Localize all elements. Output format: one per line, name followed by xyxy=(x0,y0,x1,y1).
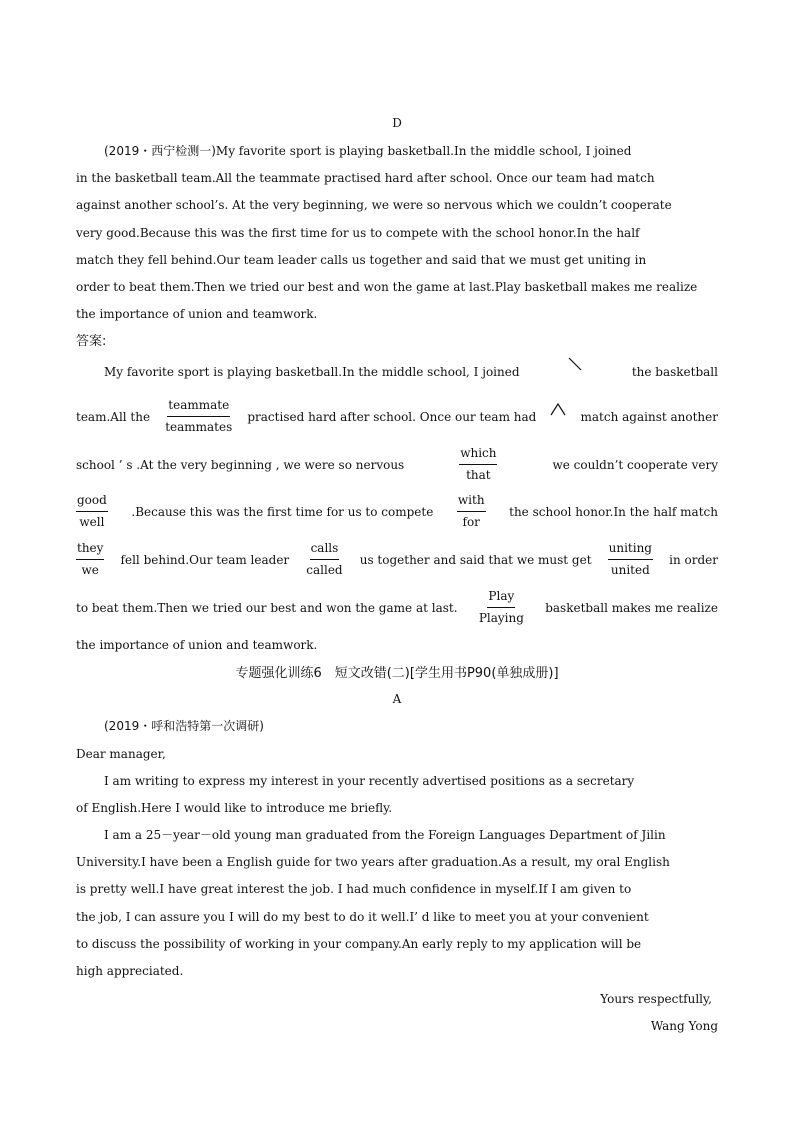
answer-label: 答案: xyxy=(76,334,107,349)
letter-line-3: I am a 25－year－old young man graduated from the Foreign Languages Department of Jilin xyxy=(104,828,666,842)
passage-line-1 xyxy=(76,142,718,160)
letter-line-1: I am writing to express my interest in your recently advertised positions as a secretary xyxy=(104,774,635,788)
correction-play: Play Playing xyxy=(478,589,524,625)
passage-line-6: order to beat them.Then we tried our best and won the game at last.Play basketball makes me realize xyxy=(76,280,698,294)
letter-signature: Wang Yong xyxy=(650,1019,718,1033)
answer-line-1 xyxy=(76,362,718,382)
answer-text: fell behind.Our team leader xyxy=(120,552,290,567)
answer-text: to beat them.Then we tried our best and won the game at last. xyxy=(76,600,458,615)
letter-line-2: of English.Here I would like to introduce me briefly. xyxy=(76,801,393,815)
correction-calls: calls called xyxy=(306,541,343,577)
passage-line-4: very good.Because this was the first time for us to compete with the school honor.In the half xyxy=(76,226,640,240)
answer-text: we couldn’t cooperate very xyxy=(552,457,718,472)
answer-text: in order xyxy=(669,552,718,567)
answer-text: practised hard after school. Once our team had xyxy=(247,409,537,424)
answer-text: .Because this was the first time for us to compete xyxy=(131,504,434,519)
insertion-mark-icon xyxy=(547,407,569,427)
line-text: My favorite sport is playing basketball.In the middle school, I joined xyxy=(215,144,632,158)
passage-line-7: the importance of union and teamwork. xyxy=(76,307,318,321)
answer-line-4 xyxy=(76,493,718,530)
letter-greeting: Dear manager, xyxy=(76,747,166,761)
answer-line-5 xyxy=(76,541,718,578)
answer-text: the school honor.In the half match xyxy=(509,504,718,519)
answer-text: My favorite sport is playing basketball.In the middle school, I joined xyxy=(104,365,520,379)
answer-text: basketball makes me realize xyxy=(545,600,718,615)
letter-line-4: University.I have been a English guide for two years after graduation.As a result, my oral English xyxy=(76,855,670,869)
answer-line-2 xyxy=(76,398,718,435)
letter-closing: Yours respectfully, xyxy=(600,992,712,1006)
answer-text: match against another xyxy=(580,409,718,424)
source-label: (2019・西宁检测一) xyxy=(104,144,216,158)
letter-line-6: the job, I can assure you I will do my best to do it well.I’ d like to meet you at your convenient xyxy=(76,910,649,924)
deletion-mark-icon xyxy=(565,362,587,382)
section-letter-a: A xyxy=(392,692,402,706)
letter-line-7: to discuss the possibility of working in your company.An early reply to my application will be xyxy=(76,937,642,951)
answer-text: the basketball xyxy=(631,365,718,379)
answer-line-7: the importance of union and teamwork. xyxy=(76,638,318,652)
correction-good: good well xyxy=(77,493,107,529)
passage-line-3: against another school’s. At the very beginning, we were so nervous which we couldn’t cooperate xyxy=(76,198,672,212)
correction-teammate: teammate teammates xyxy=(165,398,233,434)
correction-with: with for xyxy=(457,493,485,529)
section-heading: 专题强化训练6 短文改错(二)[学生用书P90(单独成册)] xyxy=(235,666,559,681)
passage-line-2: in the basketball team.All the teammate practised hard after school. Once our team had match xyxy=(76,171,655,185)
source-label: (2019・呼和浩特第一次调研) xyxy=(104,719,264,733)
answer-text: school ’ s .At the very beginning , we were so nervous xyxy=(76,457,405,472)
letter-line-5: is pretty well.I have great interest the job. I had much confidence in myself.If I am given to xyxy=(76,882,632,896)
correction-they: they we xyxy=(77,541,104,577)
correction-uniting: uniting united xyxy=(608,541,652,577)
answer-line-6 xyxy=(76,589,718,626)
answer-text: team.All the xyxy=(76,409,151,424)
letter-line-8: high appreciated. xyxy=(76,964,184,978)
answer-text: us together and said that we must get xyxy=(359,552,592,567)
section-letter-d: D xyxy=(392,116,402,130)
correction-which: which that xyxy=(460,446,497,482)
passage-line-5: match they fell behind.Our team leader calls us together and said that we must get uniting in xyxy=(76,253,647,267)
answer-line-3 xyxy=(76,446,718,483)
